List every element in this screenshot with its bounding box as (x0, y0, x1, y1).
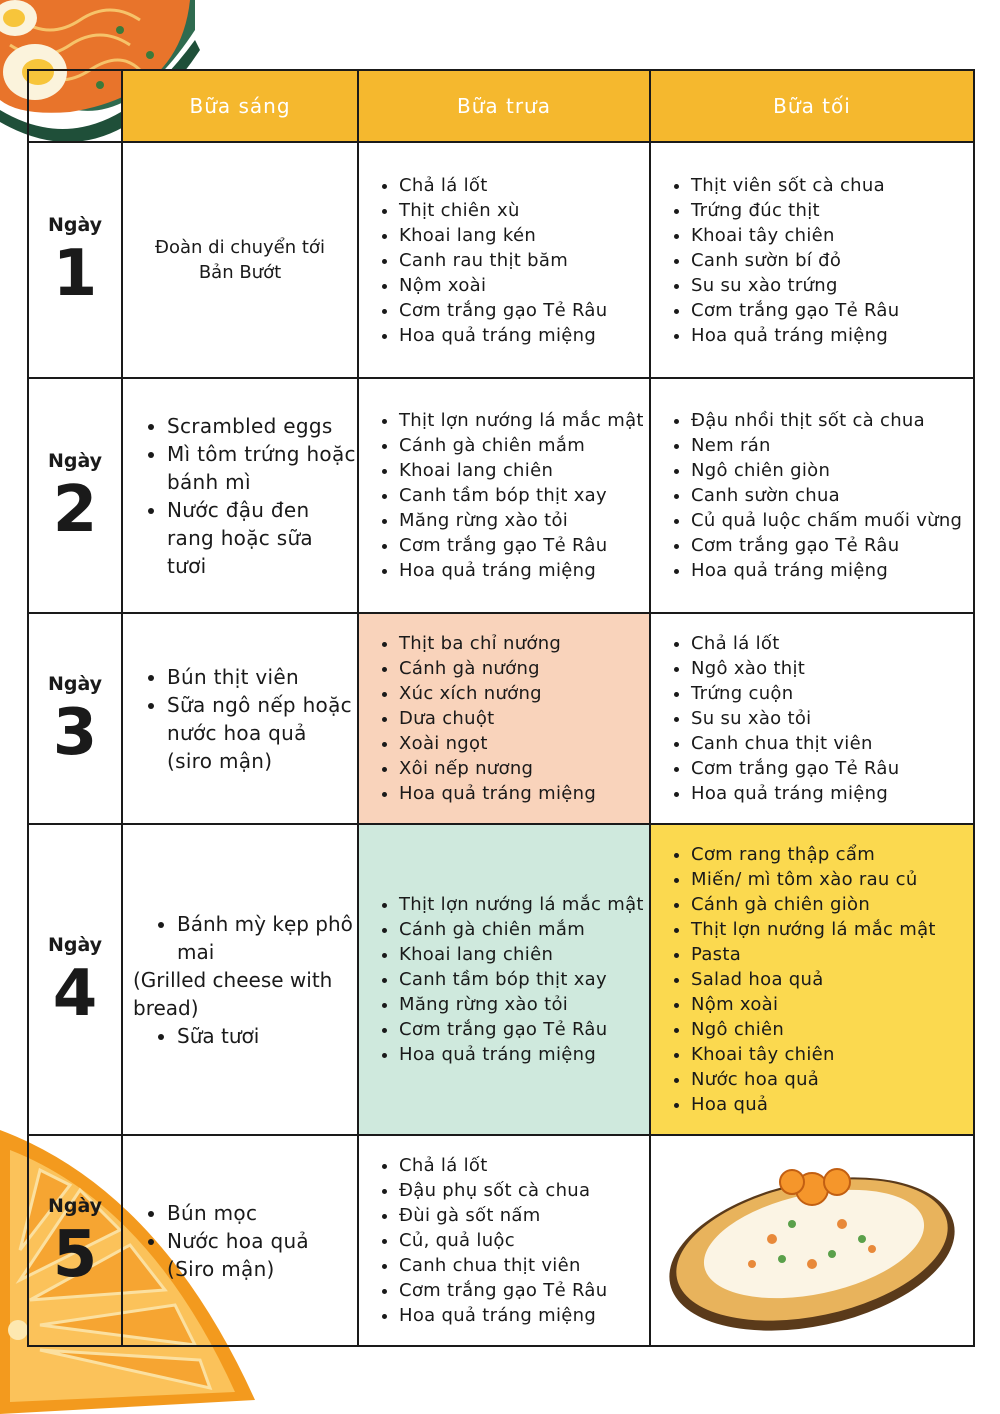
menu-item: • Khoai tây chiên (691, 223, 973, 248)
breakfast-cell-3 (122, 613, 358, 824)
menu-item: • Xoài ngọt (399, 731, 649, 756)
day-row-4 (28, 824, 974, 1135)
menu-item: • Canh rau thịt băm (399, 248, 649, 273)
menu-item: • Thịt lợn nướng lá mắc mật (691, 917, 973, 942)
menu-item: • Khoai lang kén (399, 223, 649, 248)
menu-item: • Sữa ngô nếp hoặc nước hoa quả (siro mận) (167, 691, 357, 775)
menu-item: • Đậu nhồi thịt sốt cà chua (691, 408, 973, 433)
day-number: 4 (52, 956, 98, 1031)
menu-item: • Cánh gà chiên mắm (399, 433, 649, 458)
menu-item: • Cánh gà chiên mắm (399, 917, 649, 942)
day-label: Ngày (47, 214, 103, 236)
menu-item: • Khoai lang chiên (399, 942, 649, 967)
lunch-cell-2 (358, 378, 650, 613)
menu-item: • Ngô chiên (691, 1017, 973, 1042)
menu-item: • Hoa quả tráng miệng (399, 781, 649, 806)
menu-item: • Củ quả luộc chấm muối vừng (691, 508, 973, 533)
menu-item: Sữa tươi (177, 1023, 260, 1048)
meal-plan-table (27, 69, 975, 1347)
day-row-1 (28, 142, 974, 378)
menu-item: • Su su xào tỏi (691, 706, 973, 731)
day-cell-2 (28, 378, 122, 613)
lunch-cell-5 (358, 1135, 650, 1346)
header-breakfast: Bữa sáng (122, 70, 358, 142)
dinner-cell-3 (650, 613, 974, 824)
day-cell-4 (28, 824, 122, 1135)
lunch-cell-3 (358, 613, 650, 824)
day-label: Ngày (47, 672, 103, 695)
menu-item: • Canh chua thịt viên (399, 1253, 649, 1278)
menu-item: • Dưa chuột (399, 706, 649, 731)
menu-item: • Thịt chiên xù (399, 198, 649, 223)
menu-item: • Xôi nếp nương (399, 756, 649, 781)
day-label: Ngày (47, 449, 103, 472)
header-dinner: Bữa tối (650, 70, 974, 142)
menu-item: Bánh mỳ kẹp phô mai (177, 911, 353, 964)
menu-item: • Canh tầm bóp thịt xay (399, 483, 649, 508)
day-cell-3 (28, 613, 122, 824)
day-number: 5 (52, 1217, 98, 1292)
header-lunch: Bữa trưa (358, 70, 650, 142)
menu-item: • Cơm trắng gạo Tẻ Râu (691, 298, 973, 323)
menu-item: • Ngô chiên giòn (691, 458, 973, 483)
menu-item: • Cánh gà nướng (399, 656, 649, 681)
menu-item: • Trứng cuộn (691, 681, 973, 706)
menu-item: • Miến/ mì tôm xào rau củ (691, 867, 973, 892)
menu-item: • Mì tôm trứng hoặc bánh mì (167, 440, 357, 496)
menu-item: • Xúc xích nướng (399, 681, 649, 706)
menu-item: • Hoa quả tráng miệng (399, 323, 649, 348)
menu-item: • Scrambled eggs (167, 412, 357, 440)
menu-item: • Hoa quả tráng miệng (399, 1303, 649, 1328)
menu-item: • Thịt ba chỉ nướng (399, 631, 649, 656)
menu-item: • Cơm trắng gạo Tẻ Râu (399, 1017, 649, 1042)
menu-item: • Thịt lợn nướng lá mắc mật (399, 408, 649, 433)
menu-item: • Cơm rang thập cẩm (691, 842, 973, 867)
menu-note: (Grilled cheese with bread) (133, 967, 333, 1020)
day-label: Ngày (47, 933, 103, 956)
day-row-2 (28, 378, 974, 613)
menu-item: • Canh sườn chua (691, 483, 973, 508)
menu-item: • Đùi gà sốt nấm (399, 1203, 649, 1228)
menu-item: • Cơm trắng gạo Tẻ Râu (691, 533, 973, 558)
menu-item: • Hoa quả (691, 1092, 973, 1117)
menu-item: • Chả lá lốt (399, 173, 649, 198)
day-number: 3 (52, 695, 98, 770)
menu-item: • Hoa quả tráng miệng (691, 781, 973, 806)
menu-item: • Măng rừng xào tỏi (399, 992, 649, 1017)
menu-item: • Thịt lợn nướng lá mắc mật (399, 892, 649, 917)
menu-item: • Củ, quả luộc (399, 1228, 649, 1253)
menu-item: • Hoa quả tráng miệng (691, 323, 973, 348)
menu-item: • Chả lá lốt (399, 1153, 649, 1178)
breakfast-cell-4 (122, 824, 358, 1135)
lunch-cell-1 (358, 142, 650, 378)
menu-item: • Cơm trắng gạo Tẻ Râu (691, 756, 973, 781)
menu-item: • Nước đậu đen rang hoặc sữa tươi (167, 496, 357, 580)
dinner-cell-5 (650, 1135, 974, 1346)
breakfast-text-line: Bản Bướt (198, 262, 282, 283)
day-cell-1 (28, 142, 122, 378)
menu-item: • Đậu phụ sốt cà chua (399, 1178, 649, 1203)
breakfast-text-line: Đoàn di chuyển tới (155, 237, 325, 258)
menu-item: • Canh tầm bóp thịt xay (399, 967, 649, 992)
menu-item: • Hoa quả tráng miệng (399, 558, 649, 583)
menu-item: • Ngô xào thịt (691, 656, 973, 681)
lunch-cell-4 (358, 824, 650, 1135)
menu-item: • Chả lá lốt (691, 631, 973, 656)
breakfast-cell-1 (122, 142, 358, 378)
day-cell-5 (28, 1135, 122, 1346)
menu-item: • Khoai lang chiên (399, 458, 649, 483)
breakfast-cell-5 (122, 1135, 358, 1346)
menu-item: • Pasta (691, 942, 973, 967)
header-corner (28, 70, 122, 142)
menu-item: • Nước hoa quả (691, 1067, 973, 1092)
menu-item: • Su su xào trứng (691, 273, 973, 298)
menu-item: • Khoai tây chiên (691, 1042, 973, 1067)
menu-item: • Cơm trắng gạo Tẻ Râu (399, 298, 649, 323)
menu-item: • Trứng đúc thịt (691, 198, 973, 223)
menu-item: • Bún mọc (167, 1199, 357, 1227)
menu-item: • Cơm trắng gạo Tẻ Râu (399, 1278, 649, 1303)
menu-item: • Hoa quả tráng miệng (399, 1042, 649, 1067)
fried-rice-plate-illustration (662, 1144, 962, 1334)
menu-item: • Nộm xoài (399, 273, 649, 298)
day-row-3 (28, 613, 974, 824)
menu-item: • Hoa quả tráng miệng (691, 558, 973, 583)
dinner-cell-1 (650, 142, 974, 378)
dinner-cell-4 (650, 824, 974, 1135)
menu-item: • Bún thịt viên (167, 663, 357, 691)
menu-item: • Măng rừng xào tỏi (399, 508, 649, 533)
menu-item: • Nem rán (691, 433, 973, 458)
menu-item: • Canh sườn bí đỏ (691, 248, 973, 273)
menu-item: • Salad hoa quả (691, 967, 973, 992)
menu-item: • Cơm trắng gạo Tẻ Râu (399, 533, 649, 558)
menu-item: • Thịt viên sốt cà chua (691, 173, 973, 198)
menu-item: • Cánh gà chiên giòn (691, 892, 973, 917)
menu-item: • Canh chua thịt viên (691, 731, 973, 756)
day-number: 2 (52, 472, 98, 547)
day-label: Ngày (47, 1194, 103, 1217)
breakfast-cell-2 (122, 378, 358, 613)
menu-item: • Nước hoa quả (Siro mận) (167, 1227, 357, 1283)
day-row-5 (28, 1135, 974, 1346)
dinner-cell-2 (650, 378, 974, 613)
menu-item: • Nộm xoài (691, 992, 973, 1017)
day-number: 1 (52, 237, 98, 311)
